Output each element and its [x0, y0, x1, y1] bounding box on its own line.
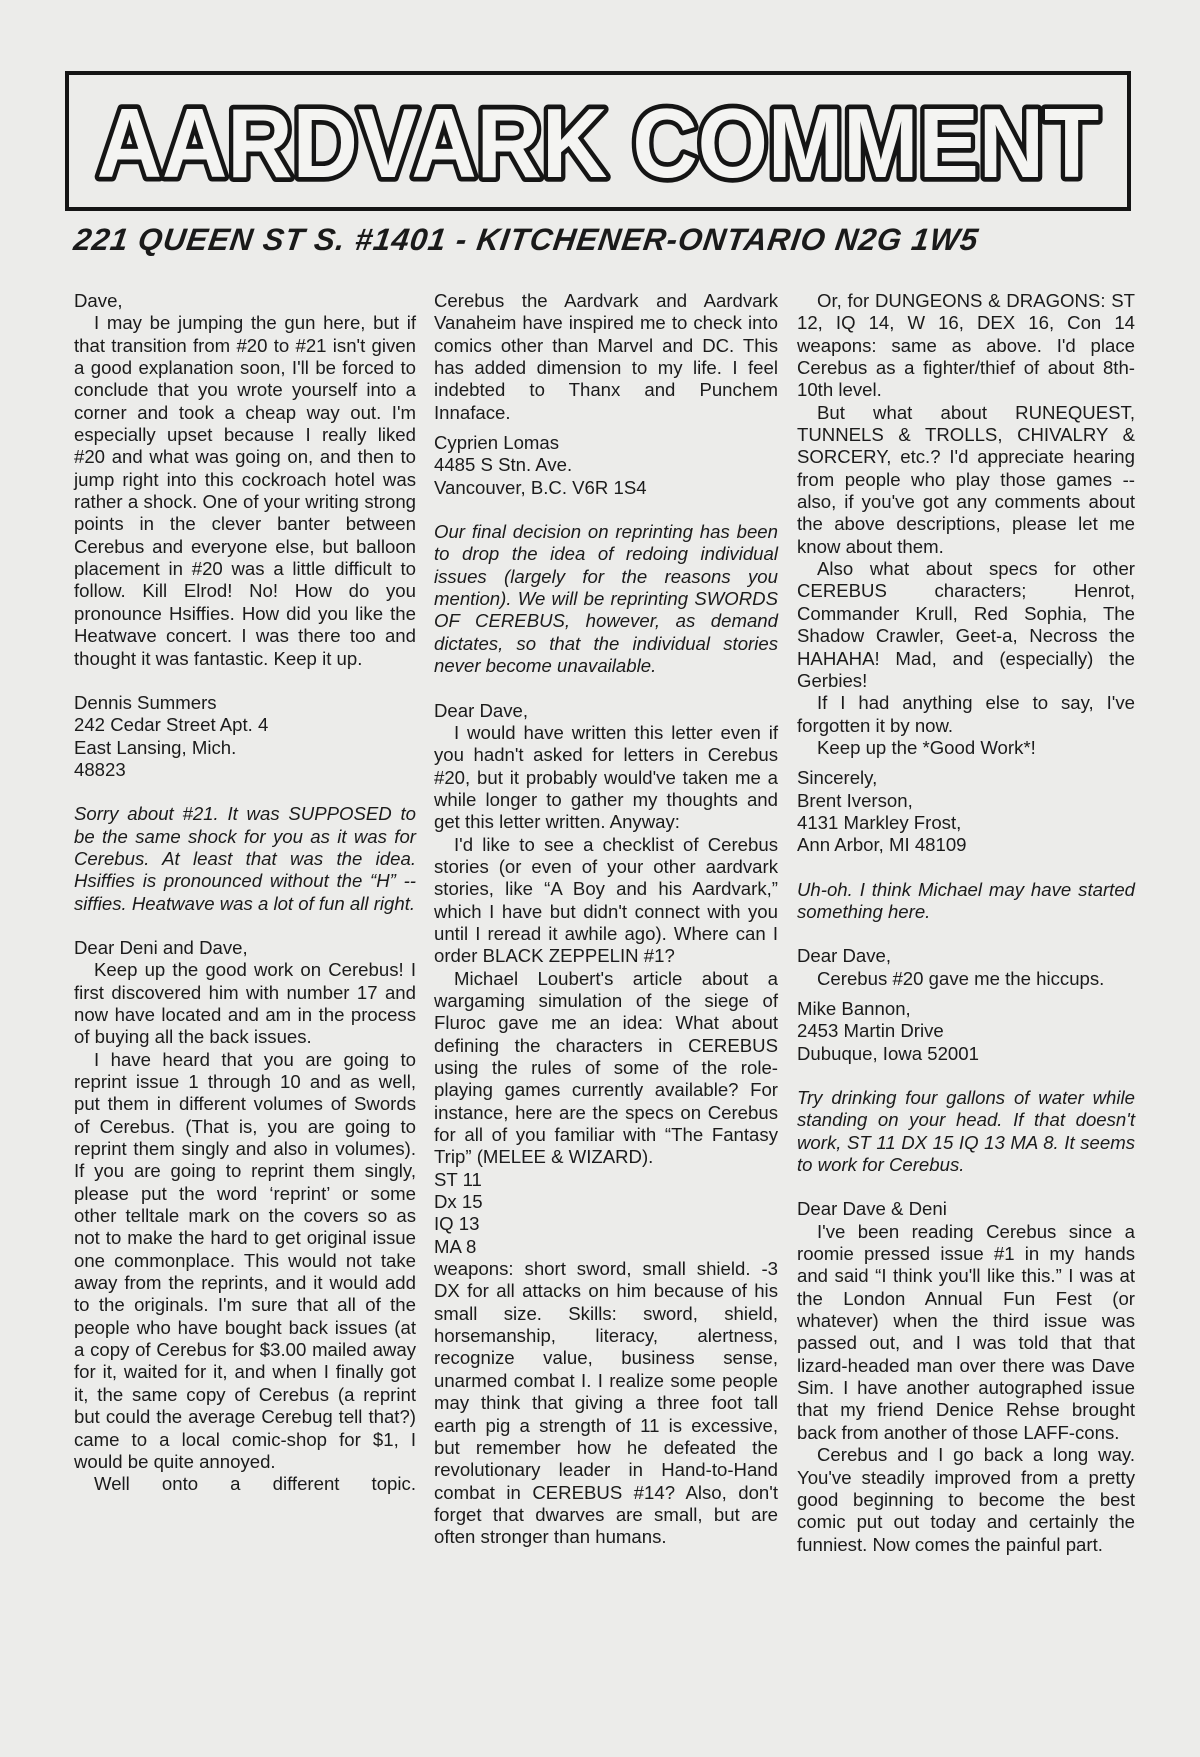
editor-reply: Try drinking four gallons of water while standing on your head. If that doesn't work, ST 11 DX 15 IQ 13 MA 8. It seems to work for Cerebus. [797, 1087, 1135, 1176]
editor-reply: Sorry about #21. It was SUPPOSED to be the same shock for you as it was for Cerebus. At least that was the idea. Hsiffies is pronounced without the “H” -- siffies. Heatwave was a lot of fun all right. [74, 803, 416, 914]
text-line: MA 8 [434, 1235, 477, 1257]
letter-signature [797, 998, 1135, 1065]
text-line: Sincerely, [797, 767, 878, 789]
text-line: Vancouver, B.C. V6R 1S4 [434, 476, 647, 498]
text-line: 242 Cedar Street Apt. 4 [74, 714, 269, 736]
text-line: Dennis Summers [74, 691, 217, 713]
letter-paragraph: weapons: short sword, small shield. -3 DX for all attacks on him because of his small size. Skills: sword, shield, horsemanship, literacy, alertness, recognize value, business sense, unarmed combat I. I realize some people may think that giving a three foot tall earth pig a strength of 11 is excessive, but remember how he defeated the revolutionary leader in Hand-to-Hand combat in CEREBUS #14? Also, don't forget that dwarves are small, but are often stronger than humans. [434, 1258, 778, 1548]
letter-paragraph: I would have written this letter even if you hadn't asked for letters in Cerebus #20, but it probably would've taken me a while longer to gather my thoughts and get this letter written. Anyway: [434, 721, 778, 833]
text-line: East Lansing, Mich. [74, 736, 237, 758]
stat-block [434, 1169, 778, 1258]
letter-signature [797, 767, 1135, 856]
letter-paragraph: Cerebus and I go back a long way. You've steadily improved from a pretty good beginning to become the best comic put out today and certainly the funniest. Now comes the painful part. [797, 1444, 1135, 1555]
masthead-title: AARDVARK COMMENT [96, 89, 1100, 199]
text-line: 48823 [74, 758, 126, 780]
letter-salutation: Dear Dave, [434, 699, 529, 721]
letter-paragraph: But what about RUNEQUEST, TUNNELS & TROLLS, CHIVALRY & SORCERY, etc.? I'd appreciate hearing from people who play those games -- also, if you've got any comments about the above descriptions, please let me know about them. [797, 401, 1135, 557]
text-line: 2453 Martin Drive [797, 1020, 944, 1042]
text-line: Brent Iverson, [797, 789, 913, 811]
publisher-address: 221 QUEEN ST S. #1401 - KITCHENER-ONTARIO N2G 1W5 [71, 222, 982, 257]
letter-paragraph: Or, for DUNGEONS & DRAGONS: ST 12, IQ 14, W 16, DEX 16, Con 14 weapons: same as above. I'd place Cerebus as a fighter/thief of about 8th-10th level. [797, 290, 1135, 401]
letter-paragraph: I have heard that you are going to reprint issue 1 through 10 and as well, put them in different volumes of Swords of Cerebus. (That is, you are going to reprint them singly and also in volumes). If you are going to reprint them singly, please put the word ‘reprint’ or some other telltale mark on the covers so as not to make the hard to get original issue one commonplace. This would not take away from the reprints, and it would add to the originals. I'm sure that all of the people who have bought back issues (at a copy of Cerebus for $3.00 mailed away for it, waited for it, and when I finally got it, the same copy of Cerebus (a reprint but could the average Cerebug tell that?) came to a local comic-shop for $1, I would be quite annoyed. [74, 1048, 416, 1472]
letter-paragraph: Well onto a different topic. [94, 1473, 416, 1495]
letter-paragraph: If I had anything else to say, I've forgotten it by now. [797, 692, 1135, 736]
letters-column-3 [797, 290, 1135, 1556]
text-line: ST 11 [434, 1168, 482, 1190]
letter-signature [74, 692, 416, 781]
editor-reply: Uh-oh. I think Michael may have started something here. [797, 878, 1135, 922]
text-line: Mike Bannon, [797, 997, 911, 1019]
letters-column-1 [74, 290, 416, 1496]
letter-paragraph: I've been reading Cerebus since a roomie pressed issue #1 in my hands and said “I think you'll like this.” I was at the London Annual Fun Fest (or whatever) when the third issue was passed out, and I was told that that lizard-headed man over there was Dave Sim. I have another autographed issue that my friend Denice Rehse brought back from another of those LAFF-cons. [797, 1220, 1135, 1443]
letter-paragraph: Cerebus #20 gave me the hiccups. [817, 967, 1105, 989]
text-line: Dubuque, Iowa 52001 [797, 1042, 979, 1064]
letter-salutation: Dave, [74, 290, 123, 311]
masthead-logo [69, 75, 1127, 207]
letter-paragraph: I may be jumping the gun here, but if that transition from #20 to #21 isn't given a good explanation soon, I'll be forced to conclude that you wrote yourself into a corner and took a cheap way out. I'm especially upset because I really liked #20 and what was going on, and then to jump right into this cockroach hotel was rather a shock. One of your writing strong points in the clever banter between Cerebus and everyone else, but balloon placement in #20 was a little difficult to follow. Kill Elrod! No! How do you pronounce Hsiffies. How did you like the Heatwave concert. I was there too and thought it was fantastic. Keep it up. [74, 312, 416, 669]
text-line: 4485 S Stn. Ave. [434, 454, 573, 476]
editor-reply: Our final decision on reprinting has been to drop the idea of redoing individual issues (largely for the reasons you mention). We will be reprinting SWORDS OF CEREBUS, however, as demand dictates, so that the individual stories never become unavailable. [434, 521, 778, 677]
letter-salutation: Dear Deni and Dave, [74, 936, 248, 958]
letter-paragraph: Keep up the good work on Cerebus! I first discovered him with number 17 and now have located and am in the process of buying all the back issues. [74, 959, 416, 1048]
letter-paragraph: Keep up the *Good Work*! [817, 736, 1036, 758]
letter-salutation: Dear Dave, [797, 945, 892, 967]
letter-salutation: Dear Dave & Deni [797, 1198, 947, 1220]
letter-signature [434, 432, 778, 499]
text-line: Cyprien Lomas [434, 432, 560, 454]
letter-paragraph: Cerebus the Aardvark and Aardvark Vanaheim have inspired me to check into comics other than Marvel and DC. This has added dimension to my life. I feel indebted to Thanx and Punchem Innaface. [434, 290, 778, 423]
text-line: IQ 13 [434, 1213, 480, 1235]
text-line: Dx 15 [434, 1191, 483, 1213]
letter-paragraph: I'd like to see a checklist of Cerebus stories (or even of your other aardvark stories, like “A Boy and his Aardvark,” which I have but didn't connect with you until I reread it awhile ago). Where can I order BLACK ZEPPELIN #1? [434, 833, 778, 967]
letters-column-2 [434, 290, 778, 1549]
text-line: Ann Arbor, MI 48109 [797, 834, 967, 856]
text-line: 4131 Markley Frost, [797, 811, 962, 833]
letter-paragraph: Also what about specs for other CEREBUS characters; Henrot, Commander Krull, Red Sophia, The Shadow Crawler, Geet-a, Necross the HAHAHA! Mad, and (especially) the Gerbies! [797, 558, 1135, 691]
masthead-box [65, 71, 1131, 211]
letter-paragraph: Michael Loubert's article about a wargaming simulation of the siege of Fluroc gave me an idea: What about defining the characters in CEREBUS using the rules of some of the role-playing games currently available? For instance, here are the specs on Cerebus for all of you familiar with “The Fantasy Trip” (MELEE & WIZARD). [434, 967, 778, 1168]
